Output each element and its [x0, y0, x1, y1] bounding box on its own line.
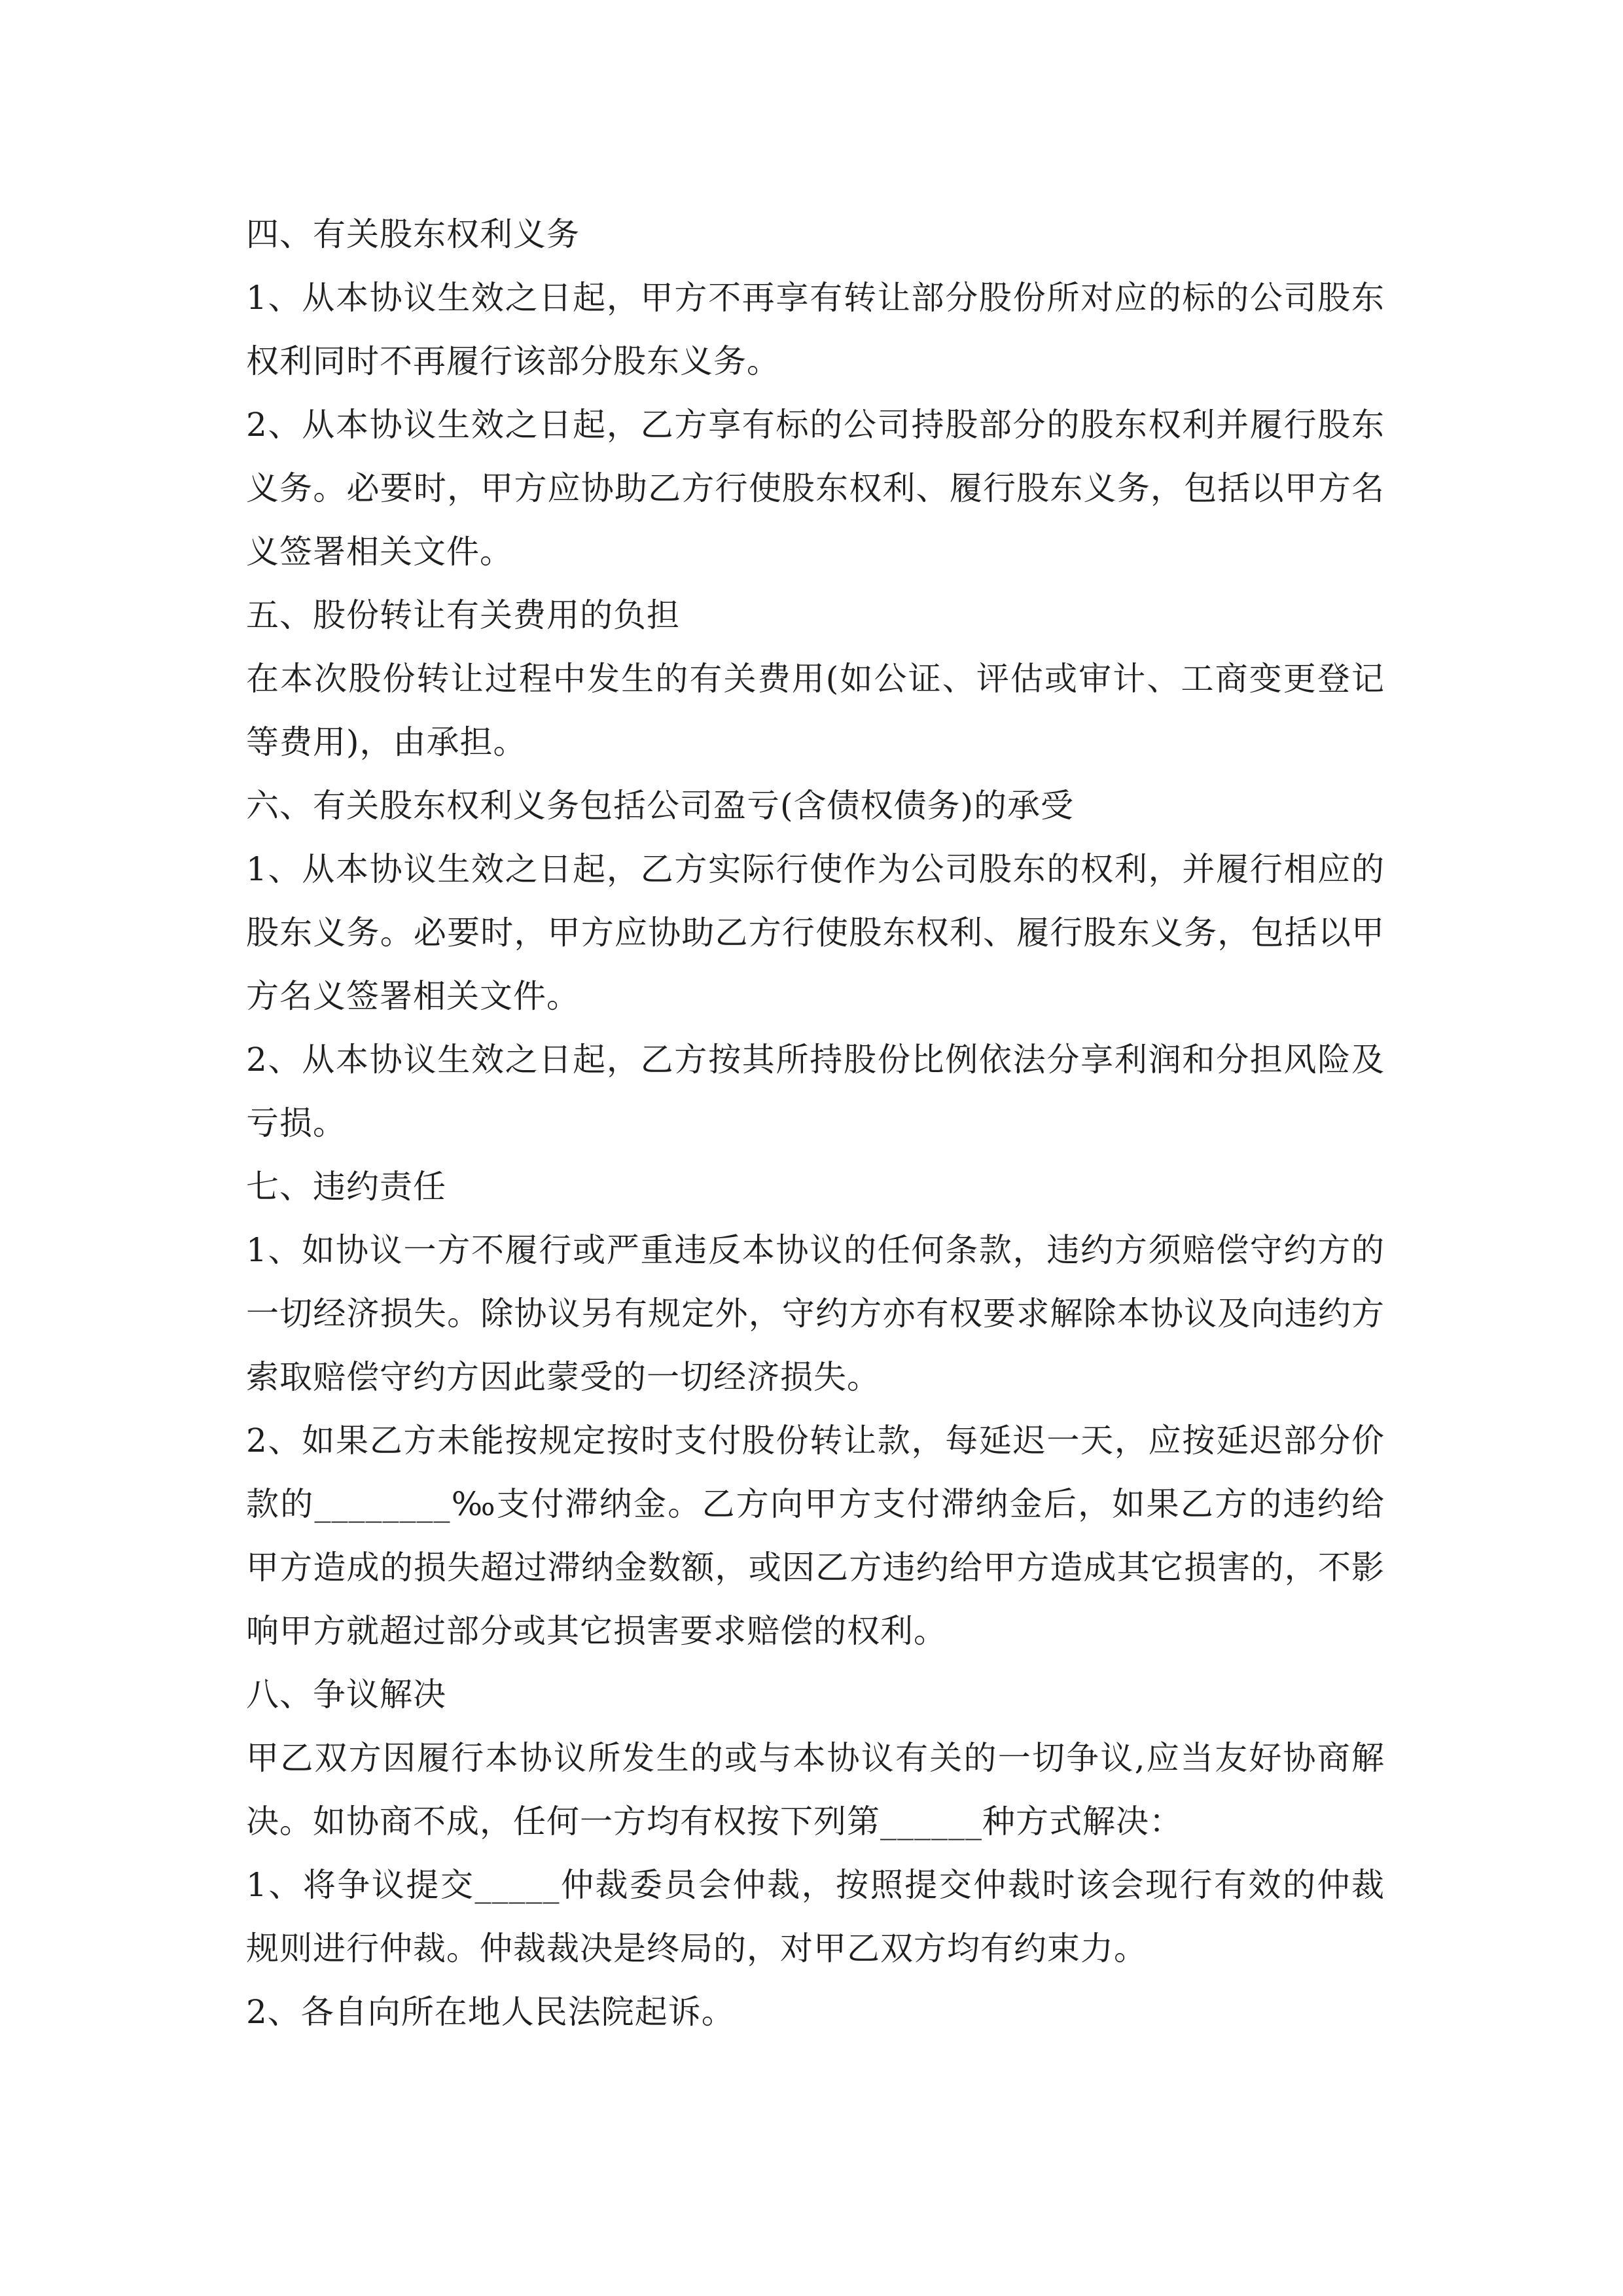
clause-7-1: 1、如协议一方不履行或严重违反本协议的任何条款，违约方须赔偿守约方的一切经济损失。除协议另有规定外，守约方亦有权要求解除本协议及向违约方索取赔偿守约方因此蒙受的一切经济损失。	[246, 1231, 1385, 1396]
clause-5-body: 在本次股份转让过程中发生的有关费用(如公证、评估或审计、工商变更登记等费用)，由承担。	[246, 660, 1385, 761]
clause-8-1: 1、将争议提交_____仲裁委员会仲裁，按照提交仲裁时该会现行有效的仲裁规则进行仲裁。仲裁裁决是终局的，对甲乙双方均有约束力。	[246, 1866, 1385, 1967]
section-heading-5: 五、股份转让有关费用的负担	[246, 596, 680, 634]
section-heading-8: 八、争议解决	[246, 1676, 446, 1713]
document-body	[246, 203, 1385, 2044]
clause-4-2: 2、从本协议生效之日起，乙方享有标的公司持股部分的股东权利并履行股东义务。必要时，甲方应协助乙方行使股东权利、履行股东义务，包括以甲方名义签署相关文件。	[246, 406, 1385, 571]
section-heading-6: 六、有关股东权利义务包括公司盈亏(含债权债务)的承受	[246, 787, 1075, 825]
clause-8-2: 2、各自向所在地人民法院起诉。	[246, 1993, 735, 2031]
clause-7-2: 2、如果乙方未能按规定按时支付股份转让款，每延迟一天，应按延迟部分价款的________‰支付滞纳金。乙方向甲方支付滞纳金后，如果乙方的违约给甲方造成的损失超过滞纳金数额，或因乙方违约给甲方造成其它损害的，不影响甲方就超过部分或其它损害要求赔偿的权利。	[246, 1422, 1385, 1650]
clause-8-body: 甲乙双方因履行本协议所发生的或与本协议有关的一切争议,应当友好协商解决。如协商不成，任何一方均有权按下列第______种方式解决：	[246, 1739, 1385, 1840]
clause-4-1: 1、从本协议生效之日起，甲方不再享有转让部分股份所对应的标的公司股东权利同时不再履行该部分股东义务。	[246, 279, 1385, 380]
clause-6-1: 1、从本协议生效之日起，乙方实际行使作为公司股东的权利，并履行相应的股东义务。必要时，甲方应协助乙方行使股东权利、履行股东义务，包括以甲方名义签署相关文件。	[246, 850, 1385, 1015]
section-heading-7: 七、违约责任	[246, 1168, 446, 1206]
section-heading-4: 四、有关股东权利义务	[246, 215, 580, 253]
clause-6-2: 2、从本协议生效之日起，乙方按其所持股份比例依法分享利润和分担风险及亏损。	[246, 1041, 1385, 1142]
